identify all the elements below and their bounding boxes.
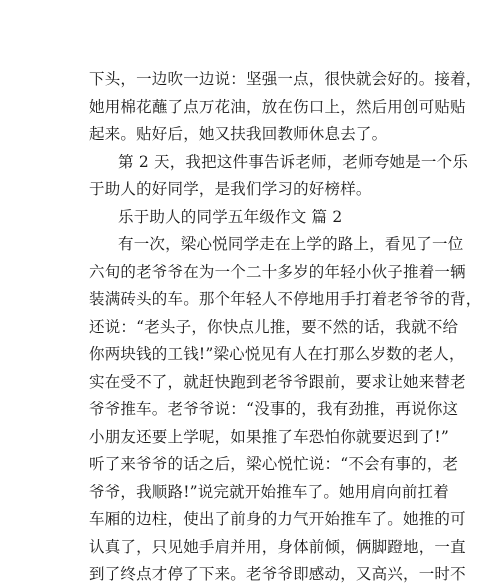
- text-line: 认真了，只见她手肩并用，身体前倾，俩脚蹬地，一直: [89, 538, 466, 556]
- text-line: 实在受不了，就赶快跑到老爷爷跟前，要求让她来替老: [89, 373, 466, 391]
- text-line: 六旬的老爷爷在为一个二十多岁的年轻小伙子推着一辆: [89, 263, 466, 281]
- text-line: 她用棉花蘸了点万花油，放在伤口上，然后用创可贴贴: [89, 98, 466, 116]
- text-line: 于助人的好同学，是我们学习的好榜样。: [89, 180, 372, 198]
- text-line: 车厢的边柱，使出了前身的力气开始推车了。她推的可: [89, 510, 466, 528]
- text-line: 第 2 天，我把这件事告诉老师，老师夸她是一个乐: [118, 153, 469, 171]
- text-line: 装满砖头的车。那个年轻人不停地用手打着老爷爷的背，: [89, 290, 482, 308]
- text-line: 有一次，梁心悦同学走在上学的路上，看见了一位: [118, 235, 464, 253]
- text-line: 爷爷推车。老爷爷说：“没事的，我有劲推，再说你这: [89, 400, 459, 418]
- text-line: 你两块钱的工钱!”梁心悦见有人在打那么岁数的老人，: [89, 345, 465, 363]
- text-line: 还说：“老头子，你快点儿推，要不然的话，我就不给: [89, 318, 459, 336]
- text-line: 听了来爷爷的话之后，梁心悦忙说：“不会有事的，老: [89, 455, 459, 473]
- text-line: 到了终点才停了下来。老爷爷即感动，又高兴，一时不: [89, 565, 466, 583]
- section-heading: 乐于助人的同学五年级作文 篇 2: [118, 208, 343, 226]
- text-line: 小朋友还要上学呢，如果推了车恐怕你就要迟到了!”: [89, 428, 449, 446]
- text-line: 下头，一边吹一边说：坚强一点，很快就会好的。接着，: [89, 70, 482, 88]
- text-line: 爷爷，我顺路!”说完就开始推车了。她用肩向前扛着: [89, 483, 449, 501]
- text-line: 起来。贴好后，她又扶我回教师休息去了。: [89, 125, 388, 143]
